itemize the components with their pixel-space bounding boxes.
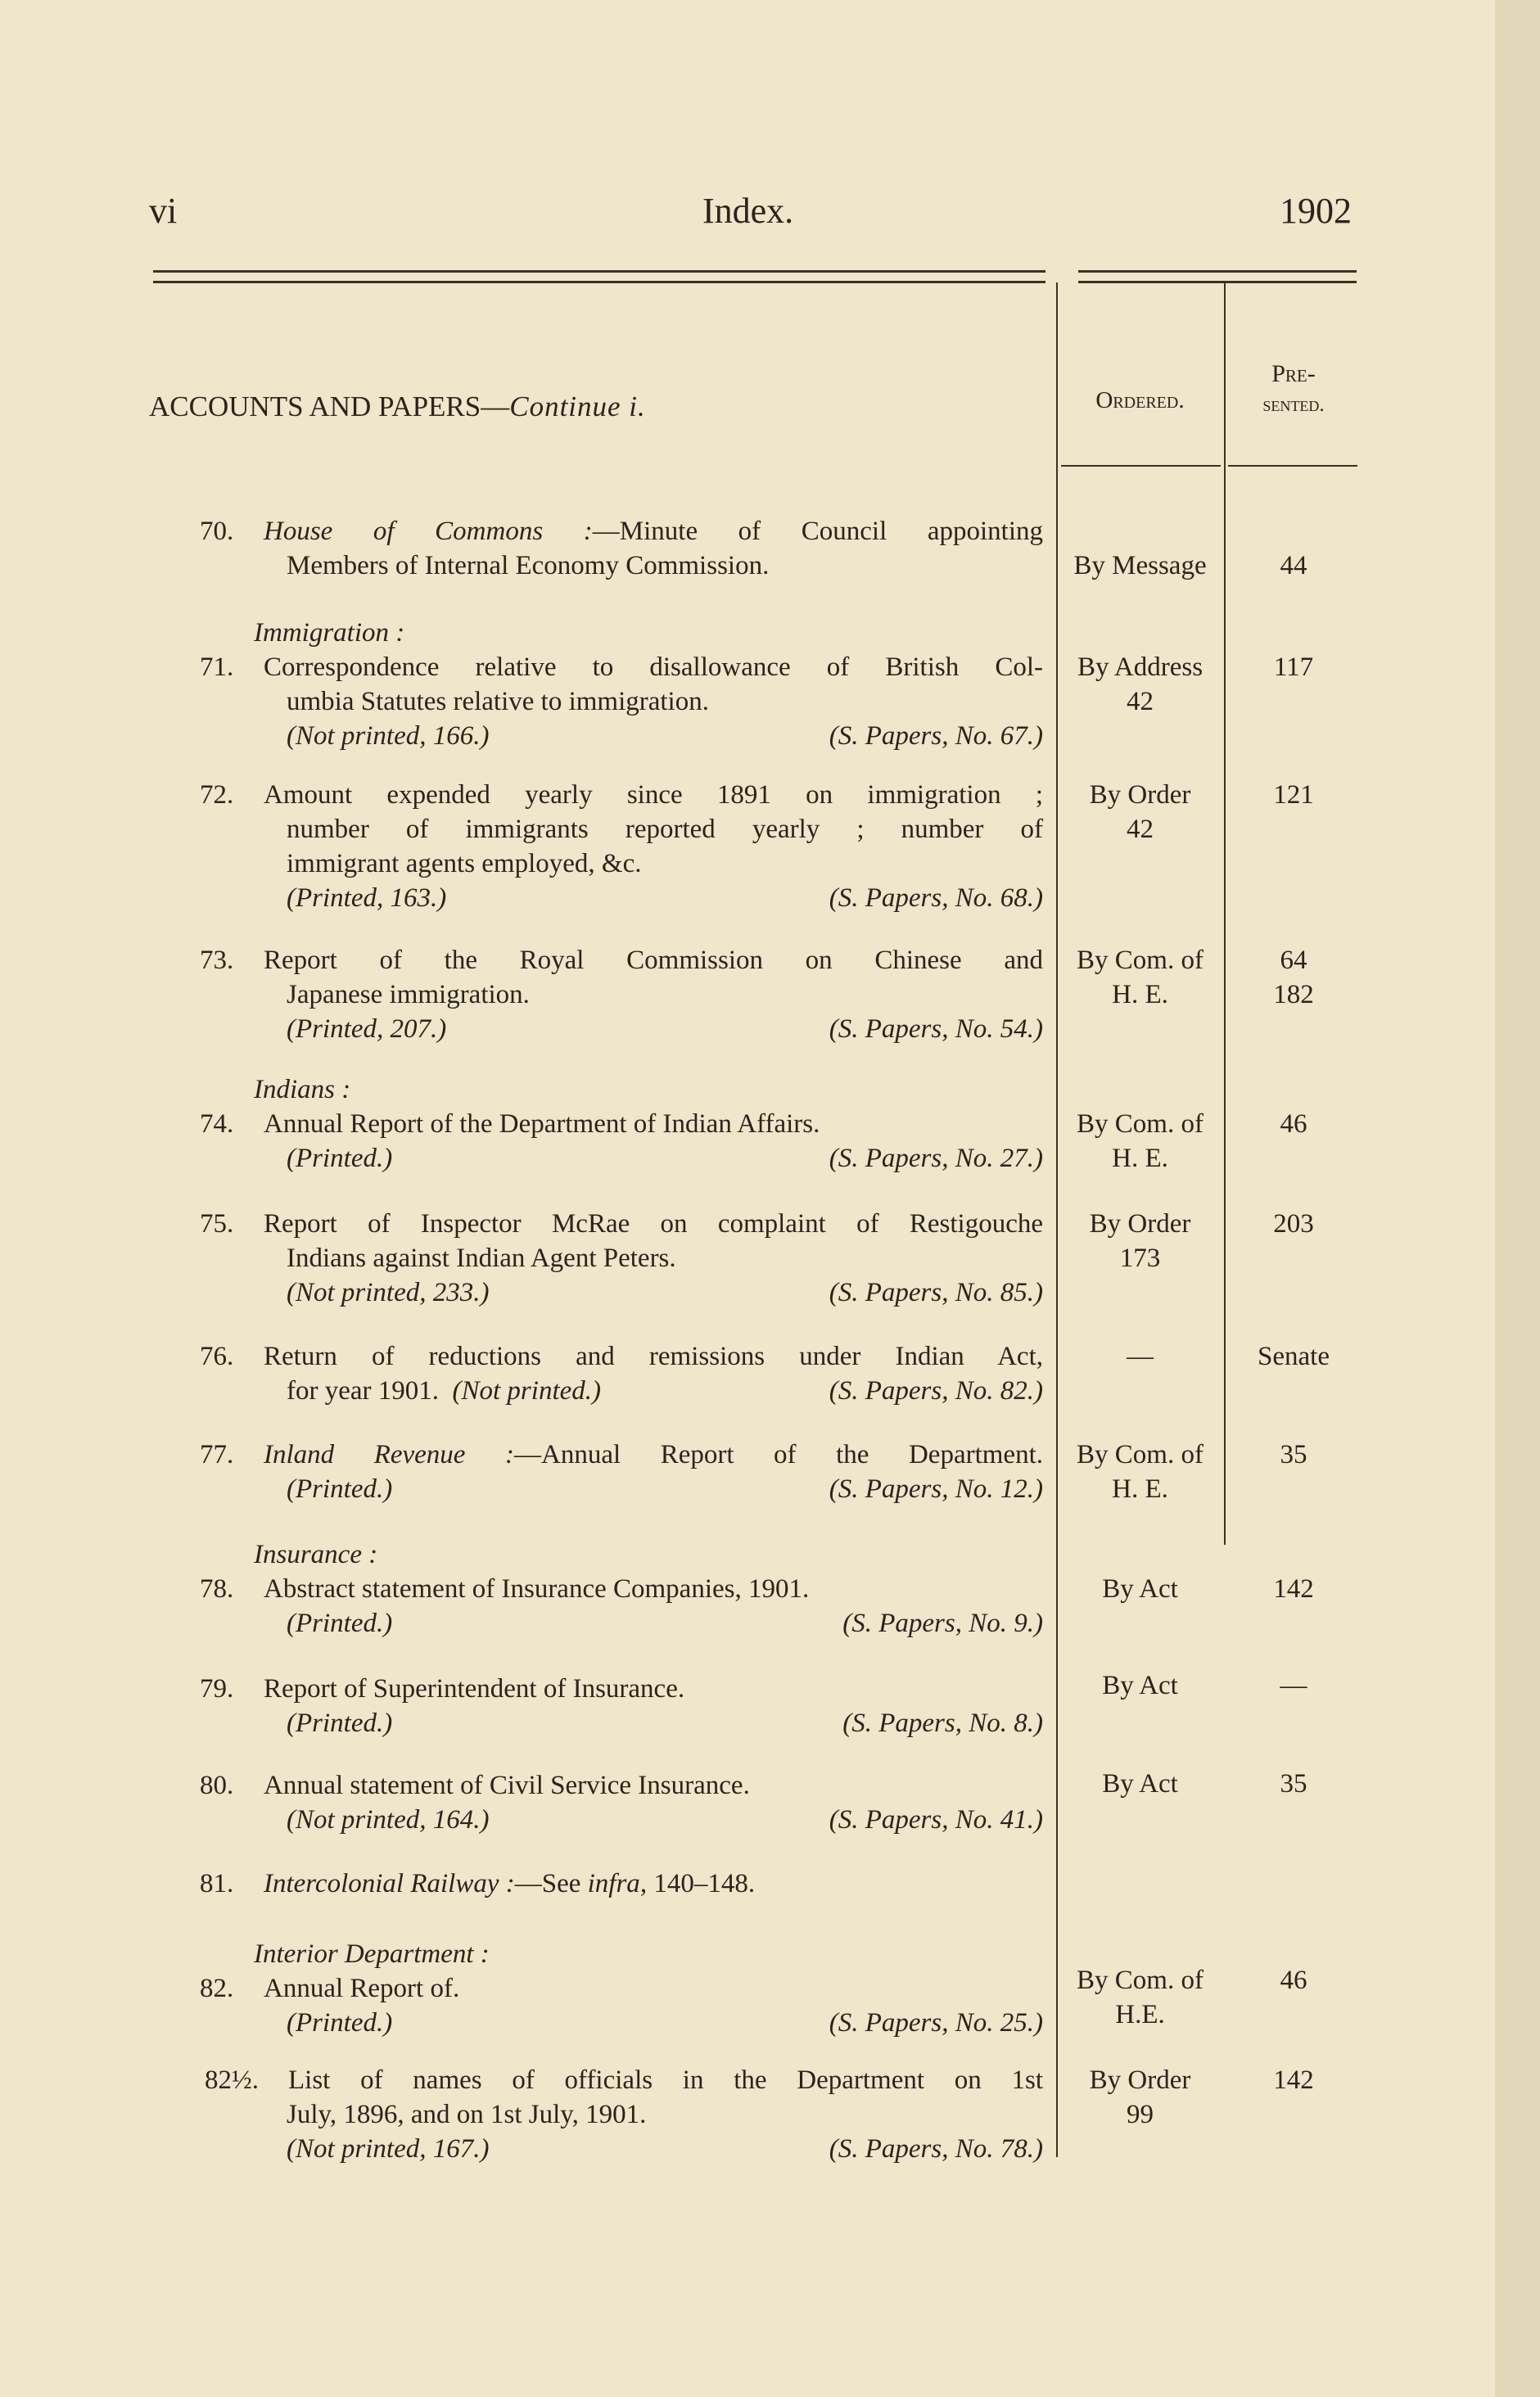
entry-74: Indians : 74. Annual Report of the Department of Indian Affairs. (Printed.) (S. Papers, No. 27.): [0, 1072, 1056, 1179]
entry-81: [0, 1867, 1056, 1904]
ordered-71: By Address 42: [1077, 652, 1204, 716]
entry-number: 71.: [200, 652, 234, 682]
entry-82-half: 82½. List of names of officials in the Department on 1st July, 1896, and on 1st July, 1901. (Not printed, 167.) (S. Papers, No. 78.): [0, 2063, 1056, 2169]
presented-80: 35: [1280, 1769, 1307, 1799]
entry-number: 82.: [200, 1974, 234, 2003]
ordered-74: By Com. of H. E.: [1077, 1109, 1204, 1173]
entry-number: 77.: [200, 1440, 234, 1469]
entry-line: Abstract statement of Insurance Companies, 1901.: [264, 1574, 810, 1604]
page-edge: [1495, 0, 1540, 2397]
presented-75: 203: [1273, 1209, 1314, 1239]
ordered-75: By Order 173: [1089, 1209, 1191, 1273]
entry-line: Annual Report of.: [264, 1974, 460, 2003]
entry-line: July, 1896, and on 1st July, 1901.: [287, 2100, 647, 2129]
entry-line: Amount expended yearly since 1891 on immigration ;: [264, 780, 1043, 810]
header-rule-right-bottom: [1078, 281, 1357, 283]
ordered-72: By Order 42: [1089, 780, 1191, 844]
column-header-presented: Pre- sented.: [1262, 360, 1325, 416]
entry-line: umbia Statutes relative to immigration.: [287, 687, 709, 716]
entry-77: 77. Inland Revenue :—Annual Report of the Department. (Printed.) (S. Papers, No. 12.): [0, 1438, 1056, 1511]
entry-line: Report of Inspector McRae on complaint of Restigouche: [264, 1209, 1043, 1239]
entry-line: Inland Revenue :—Annual Report of the Department.: [264, 1440, 1043, 1469]
entry-line: House of Commons :—Minute of Council appointing: [264, 517, 1043, 546]
header-rule-left-top: [153, 270, 1045, 273]
entry-line: Annual statement of Civil Service Insurance.: [264, 1771, 750, 1800]
entry-line: Return of reductions and remissions under Indian Act,: [264, 1342, 1043, 1371]
page-year: 1902: [1280, 191, 1352, 231]
presented-82: 46: [1280, 1966, 1307, 1995]
entry-number: 74.: [200, 1109, 234, 1139]
presented-78: 142: [1273, 1574, 1314, 1604]
ordered-79: By Act: [1102, 1671, 1178, 1700]
section-title: ACCOUNTS AND PAPERS—Continue i.: [149, 390, 646, 422]
ordered-77: By Com. of H. E.: [1077, 1440, 1204, 1504]
entry-number: 81.: [200, 1869, 234, 1898]
presented-71: 117: [1273, 652, 1314, 682]
entry-76: 76. Return of reductions and remissions under Indian Act, for year 1901. (Not printed.) (S. Papers, No. 82.): [0, 1339, 1056, 1413]
presented-73: 64 182: [1273, 946, 1314, 1009]
page-number: vi: [149, 191, 178, 231]
ordered-70: By Message: [1073, 551, 1207, 580]
subheading-interior-department: Interior Department :: [254, 1939, 490, 1969]
entry-number: 79.: [200, 1674, 234, 1704]
entry-line: Members of Internal Economy Commission.: [287, 551, 770, 580]
entry-79: 79. Report of Superintendent of Insurance. (Printed.) (S. Papers, No. 8.): [0, 1672, 1056, 1745]
entry-number: 76.: [200, 1342, 234, 1371]
entry-72: 72. Amount expended yearly since 1891 on immigration ; number of immigrants reported yearly ; number of immigrant agents employed, &c. (Printed, 163.) (S. Papers, No. 68.): [0, 778, 1056, 917]
entry-line: Japanese immigration.: [287, 980, 530, 1009]
subheading-insurance: Insurance :: [254, 1540, 378, 1569]
presented-74: 46: [1280, 1109, 1307, 1139]
ordered-78: By Act: [1102, 1574, 1178, 1604]
entry-line: Annual Report of the Department of Indian Affairs.: [264, 1109, 820, 1139]
presented-82-half: 142: [1273, 2065, 1314, 2095]
presented-77: 35: [1280, 1440, 1307, 1469]
ordered-80: By Act: [1102, 1769, 1178, 1799]
column-header-ordered: Ordered.: [1095, 387, 1185, 413]
ordered-82: By Com. of H.E.: [1077, 1966, 1204, 2029]
ordered-82-half: By Order 99: [1089, 2065, 1191, 2129]
entry-line: immigrant agents employed, &c.: [287, 849, 642, 878]
presented-79: —: [1280, 1671, 1307, 1700]
column-divider-right: [1224, 282, 1226, 1545]
subheading-immigration: Immigration :: [254, 618, 405, 648]
entry-line: Indians against Indian Agent Peters.: [287, 1244, 676, 1273]
header-rule-left-bottom: [153, 281, 1045, 283]
entry-line: Intercolonial Railway :—See infra, 140–148.: [264, 1869, 756, 1898]
presented-76: Senate: [1258, 1342, 1330, 1371]
presented-72: 121: [1273, 780, 1314, 810]
entry-number: 72.: [200, 780, 234, 810]
entry-line: Report of the Royal Commission on Chinese and: [264, 946, 1043, 975]
entry-line: Report of Superintendent of Insurance.: [264, 1674, 685, 1704]
entry-number: 73.: [200, 946, 234, 975]
entry-80: 80. Annual statement of Civil Service Insurance. (Not printed, 164.) (S. Papers, No. 41.): [0, 1768, 1056, 1842]
subheading-indians: Indians :: [254, 1075, 351, 1104]
header-rule-right-top: [1078, 270, 1357, 273]
page-title: Index.: [702, 191, 794, 231]
ordered-76: —: [1127, 1342, 1154, 1371]
continued-label: Continue i.: [509, 390, 646, 422]
entry-82: Interior Department : 82. Annual Report of. (Printed.) (S. Papers, No. 25.): [0, 1937, 1056, 2043]
entry-number: 70.: [200, 517, 234, 546]
presented-header-rule: [1228, 465, 1357, 467]
entry-number: 80.: [200, 1771, 234, 1800]
ordered-header-rule: [1061, 465, 1221, 467]
entry-70: [0, 514, 1056, 588]
entry-line: List of names of officials in the Department on 1st: [288, 2065, 1043, 2095]
entry-number: 82½.: [205, 2065, 259, 2095]
ordered-73: By Com. of H. E.: [1077, 946, 1204, 1009]
entry-71: Immigration : 71. Correspondence relative to disallowance of British Col- umbia Statutes relative to immigration. (Not printed, 166.) (S. Papers, No. 67.): [0, 616, 1056, 755]
entry-line: number of immigrants reported yearly ; number of: [287, 815, 1043, 844]
presented-70: 44: [1280, 551, 1307, 580]
entry-number: 75.: [200, 1209, 234, 1239]
entry-line: Correspondence relative to disallowance of British Col-: [264, 652, 1043, 682]
entry-78: Insurance : 78. Abstract statement of Insurance Companies, 1901. (Printed.) (S. Papers, No. 9.): [0, 1537, 1056, 1644]
entry-number: 78.: [200, 1574, 234, 1604]
entry-73: 73. Report of the Royal Commission on Chinese and Japanese immigration. (Printed, 207.) (S. Papers, No. 54.): [0, 943, 1056, 1050]
entry-75: 75. Report of Inspector McRae on complaint of Restigouche Indians against Indian Agent Peters. (Not printed, 233.) (S. Papers, No. 85.): [0, 1207, 1056, 1313]
